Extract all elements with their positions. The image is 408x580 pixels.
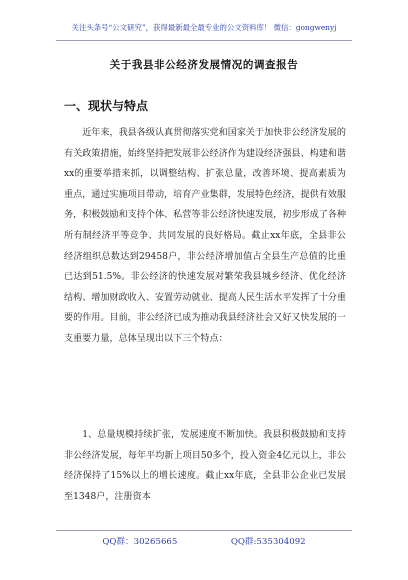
- header-divider: [56, 40, 352, 41]
- paragraph-point-1: 1、总量规模持续扩张，发展速度不断加快。我县积极鼓励和支持非公经济发展，每年平均新上项目50多个，投入资金4亿元以上，非公经济保持了15%以上的增长速度。截止xx年底，全县非公企业已发展至1348户，注册资本: [64, 430, 346, 502]
- promo-header: 关注头条号“公文研究”，获得最新最全最专业的公文资料库！ 微信：gongwenyj: [71, 23, 337, 32]
- section-heading: 一、现状与特点: [64, 99, 149, 113]
- footer-qq-group-2: QQ群:535304092: [230, 537, 306, 547]
- document-title: 关于我县非公经济发展情况的调查报告: [109, 59, 299, 71]
- footer: [0, 535, 408, 547]
- paragraph-intro: 近年来，我县各级认真贯彻落实党和国家关于加快非公经济发展的有关政策措施，始终坚持把发展非公经济作为建设经济强县、构建和谐xx的重要举措来抓，以调整结构、扩张总量，改善环境、提高素质为重点，通过实施项目带动，培育产业集群，发展特色经济，提供有效服务，积极鼓励和支持个体、私营等非公经济快速发展，初步形成了各种所有制经济平等竞争、共同发展的良好格局。截止xx年底，全县非公经济组织总数达到29458户，非公经济增加值占全县生产总值的比重已达到51.5%。非公经济的快速发展对繁荣我县城乡经济、优化经济结构、增加财政收入、安置劳动就业、提高人民生活水平发挥了十分重要的作用。目前，非公经济已成为推动我县经济社会又好又快发展的一支重要力量，总体呈现出以下三个特点：: [64, 128, 346, 344]
- footer-divider: [56, 530, 352, 531]
- footer-qq-group-1: QQ群：30265665: [102, 537, 178, 547]
